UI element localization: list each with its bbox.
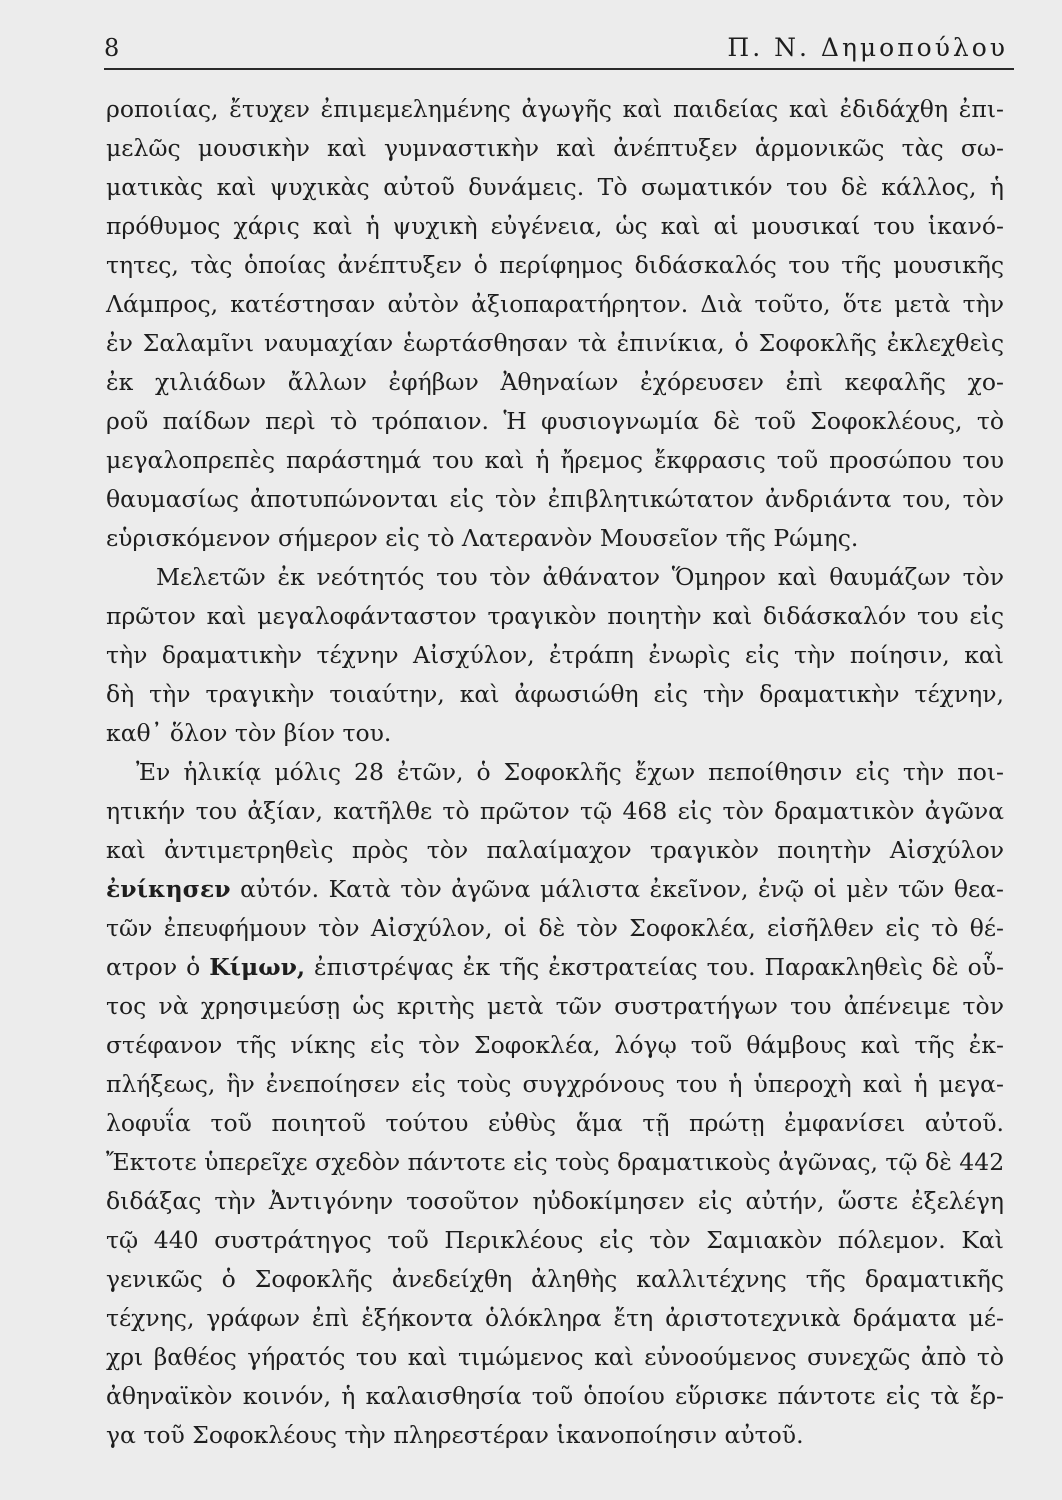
text-line: Ἐν ἡλικίᾳ μόλις 28 ἐτῶν, ὁ Σοφοκλῆς ἔχων πεποίθησιν εἰς τὴν ποι- [136,758,1004,786]
page-header [104,28,1014,70]
text-line: τὴν δραματικὴν τέχνην Αἰσχύλον, ἐτράπη ἐνωρὶς εἰς τὴν ποίησιν, καὶ [106,641,1004,669]
text-line: καὶ ἀντιμετρηθεὶς πρὸς τὸν παλαίμαχον τραγικὸν ποιητὴν Αἰσχύλον [106,836,1004,864]
text-line: γενικῶς ὁ Σοφοκλῆς ἀνεδείχθη ἀληθὴς καλλιτέχνης τῆς δραματικῆς [106,1265,1004,1293]
text-run: αὐτόν. Κατὰ τὸν ἀγῶνα μάλιστα ἐκεῖνον, ἐνῷ οἱ μὲν τῶν θεα- [230,875,1004,903]
text-line: πρόθυμος χάρις καὶ ἡ ψυχικὴ εὐγένεια, ὡς καὶ αἱ μουσικαί του ἱκανό- [106,212,1004,240]
text-line: διδάξας τὴν Ἀντιγόνην τοσοῦτον ηὐδοκίμησεν εἰς αὐτήν, ὥστε ἐξελέγη [106,1187,1004,1215]
text-line: ἐν Σαλαμῖνι ναυμαχίαν ἑωρτάσθησαν τὰ ἐπινίκια, ὁ Σοφοκλῆς ἐκλεχθεὶς [106,329,1004,357]
paragraph-3 [106,753,1004,1455]
paragraph-2 [106,558,1004,753]
text-line: στέφανον τῆς νίκης εἰς τὸν Σοφοκλέα, λόγῳ τοῦ θάμβους καὶ τῆς ἐκ- [106,1031,1004,1059]
text-line: Ἔκτοτε ὑπερεῖχε σχεδὸν πάντοτε εἰς τοὺς δραματικοὺς ἀγῶνας, τῷ δὲ 442 [106,1148,1005,1176]
text-line: ἐκ χιλιάδων ἄλλων ἐφήβων Ἀθηναίων ἐχόρευσεν ἐπὶ κεφαλῆς χο- [106,368,1004,396]
text-line: δὴ τὴν τραγικὴν τοιαύτην, καὶ ἀφωσιώθη εἰς τὴν δραματικὴν τέχνην, [106,680,1004,708]
page-number: 8 [104,34,121,62]
paragraph-1 [106,90,1004,558]
text-line: τος νὰ χρησιμεύσῃ ὡς κριτὴς μετὰ τῶν συστρατήγων του ἀπένειμε τὸν [106,992,1004,1020]
text-line: λοφυΐα τοῦ ποιητοῦ τούτου εὐθὺς ἅμα τῇ πρώτῃ ἐμφανίσει αὐτοῦ. [106,1109,1004,1137]
text-line: τέχνης, γράφων ἐπὶ ἑξήκοντα ὁλόκληρα ἔτη ἀριστοτεχνικὰ δράματα μέ- [106,1304,1004,1332]
text-line: γα τοῦ Σοφοκλέους τὴν πληρεστέραν ἱκανοποίησιν αὐτοῦ. [106,1421,804,1449]
emphasized-word: ἐνίκησεν [106,875,231,903]
emphasized-word: Κίμων, [209,953,306,981]
body-text [106,90,1004,1455]
running-title: Π. Ν. Δημοπούλου [727,33,1008,62]
text-line: ητικήν του ἀξίαν, κατῆλθε τὸ πρῶτον τῷ 468 εἰς τὸν δραματικὸν ἀγῶνα [106,797,1004,825]
text-line: πλήξεως, ἣν ἐνεποίησεν εἰς τοὺς συγχρόνους του ἡ ὑπεροχὴ καὶ ἡ μεγα- [106,1070,1004,1098]
text-line: τῶν ἐπευφήμουν τὸν Αἰσχύλον, οἱ δὲ τὸν Σοφοκλέα, εἰσῆλθεν εἰς τὸ θέ- [106,914,1004,942]
text-line: μελῶς μουσικὴν καὶ γυμναστικὴν καὶ ἀνέπτυξεν ἁρμονικῶς τὰς σω- [106,134,1004,162]
text-line: ματικὰς καὶ ψυχικὰς αὐτοῦ δυνάμεις. Τὸ σωματικόν του δὲ κάλλος, ἡ [106,173,1004,201]
text-line [106,948,1004,987]
text-line: χρι βαθέος γήρατός του καὶ τιμώμενος καὶ εὐνοούμενος συνεχῶς ἀπὸ τὸ [106,1343,1004,1371]
text-run: ἐπιστρέψας ἐκ τῆς ἐκστρατείας του. Παρακληθεὶς δὲ οὗ- [305,953,1004,981]
text-line: εὑρισκόμενον σήμερον εἰς τὸ Λατερανὸν Μουσεῖον τῆς Ρώμης. [106,524,859,552]
text-line: τητες, τὰς ὁποίας ἀνέπτυξεν ὁ περίφημος διδάσκαλός του τῆς μουσικῆς [106,251,1004,279]
text-line: ροῦ παίδων περὶ τὸ τρόπαιον. Ἡ φυσιογνωμία δὲ τοῦ Σοφοκλέους, τὸ [106,407,1004,435]
text-line: καθ᾽ ὅλον τὸν βίον του. [106,719,392,747]
text-line: Μελετῶν ἐκ νεότητός του τὸν ἀθάνατον Ὅμηρον καὶ θαυμάζων τὸν [156,563,1004,591]
text-line: Λάμπρος, κατέστησαν αὐτὸν ἀξιοπαρατήρητον. Διὰ τοῦτο, ὅτε μετὰ τὴν [106,290,1004,318]
text-run: ατρον ὁ [106,953,210,981]
text-line: ροποιίας, ἔτυχεν ἐπιμεμελημένης ἀγωγῆς καὶ παιδείας καὶ ἐδιδάχθη ἐπι- [106,95,1004,123]
text-line [106,870,1004,909]
text-line: ἀθηναϊκὸν κοινόν, ἡ καλαισθησία τοῦ ὁποίου εὕρισκε πάντοτε εἰς τὰ ἔρ- [106,1382,1004,1410]
text-line: τῷ 440 συστράτηγος τοῦ Περικλέους εἰς τὸν Σαμιακὸν πόλεμον. Καὶ [106,1226,1004,1254]
text-line: πρῶτον καὶ μεγαλοφάνταστον τραγικὸν ποιητὴν καὶ διδάσκαλόν του εἰς [106,602,1004,630]
text-line: μεγαλοπρεπὲς παράστημά του καὶ ἡ ἤρεμος ἔκφρασις τοῦ προσώπου του [106,446,1004,474]
text-line: θαυμασίως ἀποτυπώνονται εἰς τὸν ἐπιβλητικώτατον ἀνδριάντα του, τὸν [106,485,1004,513]
